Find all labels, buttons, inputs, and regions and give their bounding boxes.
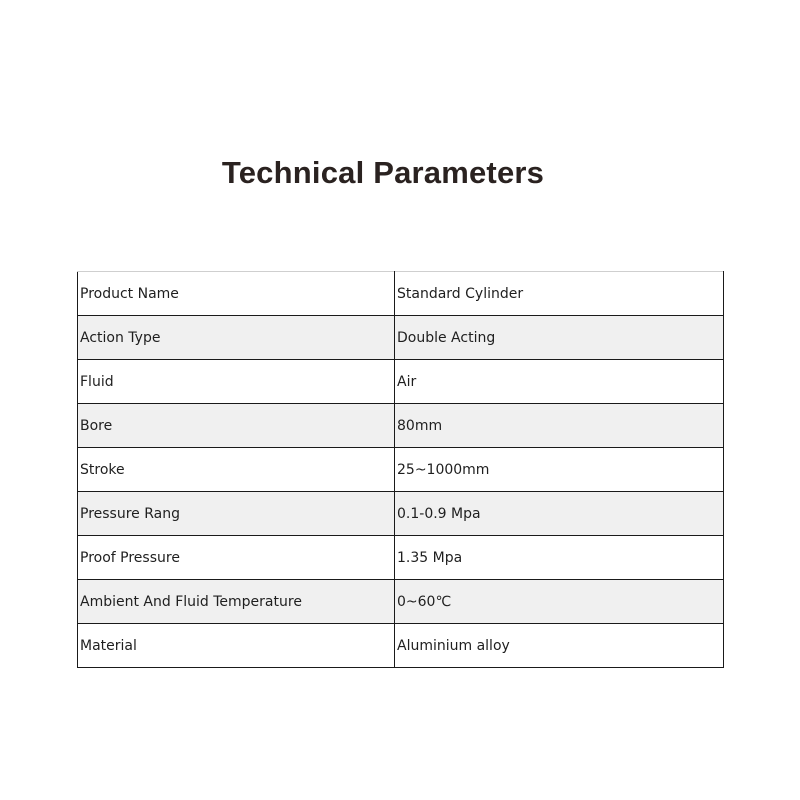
parameter-label: Product Name [78, 272, 395, 316]
parameter-value: 25~1000mm [395, 448, 724, 492]
parameter-value: 0~60℃ [395, 580, 724, 624]
table-row [78, 624, 724, 668]
parameter-label: Pressure Rang [78, 492, 395, 536]
page-title: Technical Parameters [221, 155, 545, 190]
parameter-value: 1.35 Mpa [395, 536, 724, 580]
parameter-label: Stroke [78, 448, 395, 492]
parameter-value: Standard Cylinder [395, 272, 724, 316]
table-row [78, 536, 724, 580]
parameter-label: Fluid [78, 360, 395, 404]
parameter-value: 80mm [395, 404, 724, 448]
parameter-label: Ambient And Fluid Temperature [78, 580, 395, 624]
parameters-table [77, 271, 724, 668]
parameter-label: Proof Pressure [78, 536, 395, 580]
table-row [78, 448, 724, 492]
parameter-value: Aluminium alloy [395, 624, 724, 668]
table-row [78, 580, 724, 624]
parameter-label: Material [78, 624, 395, 668]
parameter-value: Air [395, 360, 724, 404]
table-row [78, 360, 724, 404]
parameter-label: Bore [78, 404, 395, 448]
table-row [78, 404, 724, 448]
parameter-value: Double Acting [395, 316, 724, 360]
parameter-value: 0.1-0.9 Mpa [395, 492, 724, 536]
parameter-label: Action Type [78, 316, 395, 360]
table-row [78, 316, 724, 360]
table-row [78, 492, 724, 536]
table-row [78, 272, 724, 316]
